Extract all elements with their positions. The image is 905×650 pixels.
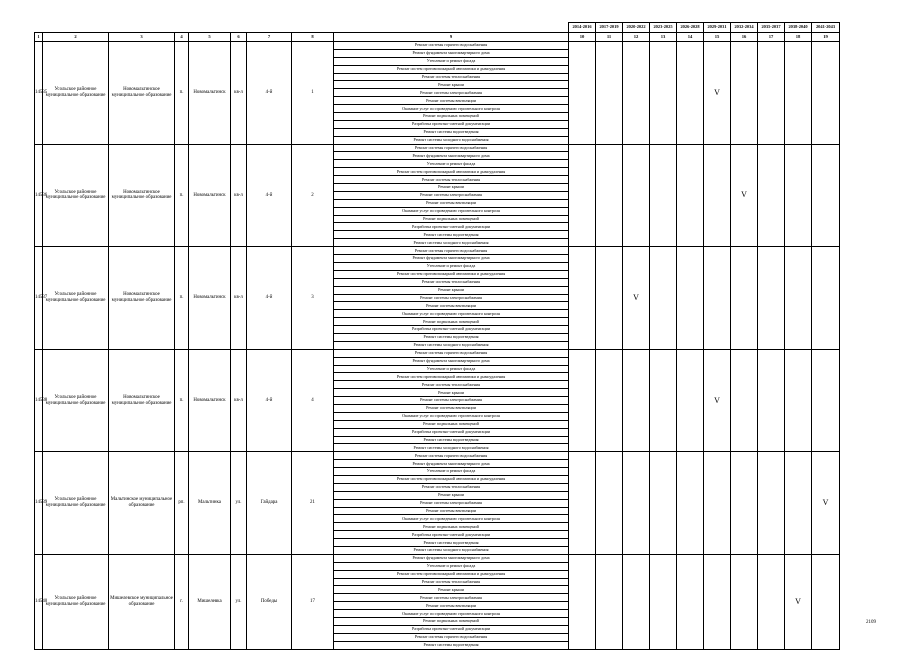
year-header-cell: 2014-2016 xyxy=(569,23,596,33)
period-cell xyxy=(596,42,623,145)
period-cell xyxy=(623,554,650,649)
period-cell xyxy=(785,452,812,555)
period-cell xyxy=(731,247,758,350)
year-header-cell: 2017-2019 xyxy=(596,23,623,33)
building-id-cell: 14540 xyxy=(35,554,43,649)
settlement-type-cell: г. xyxy=(175,554,189,649)
column-number-cell: 6 xyxy=(231,33,247,42)
table-row xyxy=(35,452,840,460)
period-cell xyxy=(596,554,623,649)
street-cell: Победы xyxy=(247,554,292,649)
street-cell: 4-й xyxy=(247,247,292,350)
work-item-cell: Разработка проектно-сметной документации xyxy=(334,428,569,436)
header-spacer xyxy=(175,23,189,33)
street-cell: Гайдара xyxy=(247,452,292,555)
work-item-cell: Ремонт подвальных помещений xyxy=(334,523,569,531)
year-header-cell: 2032-2034 xyxy=(731,23,758,33)
period-cell xyxy=(569,452,596,555)
column-number-cell: 14 xyxy=(677,33,704,42)
district-cell: Усольское районное муниципальное образование xyxy=(43,144,109,247)
settlement-cell: Новомальтинское муниципальное образование xyxy=(109,349,175,452)
house-cell: 1 xyxy=(292,42,334,145)
page-number: 2109 xyxy=(866,620,876,625)
column-number-cell: 15 xyxy=(704,33,731,42)
period-mark: V xyxy=(731,144,758,247)
work-item-cell: Ремонт крыши xyxy=(334,491,569,499)
column-number-cell: 11 xyxy=(596,33,623,42)
work-item-cell: Ремонт систем противопожарной автоматики и дымоудаления xyxy=(334,570,569,578)
work-item-cell: Оказание услуг по проведению строительного контроля xyxy=(334,310,569,318)
period-cell xyxy=(785,247,812,350)
street-type-cell: ул. xyxy=(231,554,247,649)
year-header-cell: 2020-2022 xyxy=(623,23,650,33)
locality-cell: Новомальтинск xyxy=(189,42,231,145)
work-item-cell: Ремонт системы теплоснабжения xyxy=(334,483,569,491)
period-cell xyxy=(785,349,812,452)
house-cell: 4 xyxy=(292,349,334,452)
period-cell xyxy=(650,349,677,452)
work-item-cell: Ремонт системы электроснабжения xyxy=(334,594,569,602)
work-item-cell: Ремонт системы электроснабжения xyxy=(334,191,569,199)
work-item-cell: Ремонт системы холодного водоснабжения xyxy=(334,444,569,452)
period-cell xyxy=(758,349,785,452)
period-cell xyxy=(650,554,677,649)
period-cell xyxy=(650,42,677,145)
work-item-cell: Ремонт системы горячего водоснабжения xyxy=(334,42,569,50)
repair-schedule-table xyxy=(34,22,840,650)
work-item-cell: Ремонт системы водоотведения xyxy=(334,231,569,239)
street-cell: 4-й xyxy=(247,349,292,452)
period-cell xyxy=(677,554,704,649)
settlement-type-cell: рп. xyxy=(175,452,189,555)
period-cell xyxy=(677,349,704,452)
work-item-cell: Ремонт системы теплоснабжения xyxy=(334,578,569,586)
work-item-cell: Ремонт подвальных помещений xyxy=(334,215,569,223)
work-item-cell: Ремонт системы вентиляции xyxy=(334,97,569,105)
building-id-cell: 14536 xyxy=(35,144,43,247)
header-spacer xyxy=(231,23,247,33)
period-cell xyxy=(758,452,785,555)
work-item-cell: Оказание услуг по проведению строительного контроля xyxy=(334,105,569,113)
period-cell xyxy=(731,349,758,452)
district-cell: Усольское районное муниципальное образование xyxy=(43,247,109,350)
header-spacer xyxy=(189,23,231,33)
district-cell: Усольское районное муниципальное образование xyxy=(43,349,109,452)
period-cell xyxy=(650,247,677,350)
work-item-cell: Ремонт системы водоотведения xyxy=(334,436,569,444)
street-type-cell: ул. xyxy=(231,452,247,555)
period-cell xyxy=(677,42,704,145)
period-cell xyxy=(758,144,785,247)
period-cell xyxy=(812,42,840,145)
year-header-row xyxy=(35,23,840,33)
column-number-cell: 7 xyxy=(247,33,292,42)
work-item-cell: Ремонт системы теплоснабжения xyxy=(334,73,569,81)
building-id-cell: 14538 xyxy=(35,349,43,452)
work-item-cell: Ремонт системы теплоснабжения xyxy=(334,176,569,184)
work-item-cell: Ремонт подвальных помещений xyxy=(334,318,569,326)
settlement-cell: Мишелевское муниципальное образование xyxy=(109,554,175,649)
period-cell xyxy=(731,452,758,555)
period-cell xyxy=(569,554,596,649)
work-item-cell: Ремонт системы электроснабжения xyxy=(334,89,569,97)
period-cell xyxy=(758,247,785,350)
street-cell: 4-й xyxy=(247,42,292,145)
period-cell xyxy=(785,144,812,247)
column-number-cell: 13 xyxy=(650,33,677,42)
work-item-cell: Ремонт системы вентиляции xyxy=(334,602,569,610)
locality-cell: Новомальтинск xyxy=(189,247,231,350)
column-number-cell: 18 xyxy=(785,33,812,42)
settlement-type-cell: п. xyxy=(175,144,189,247)
period-cell xyxy=(623,42,650,145)
period-cell xyxy=(731,42,758,145)
work-item-cell: Разработка проектно-сметной документации xyxy=(334,326,569,334)
period-cell xyxy=(569,42,596,145)
period-cell xyxy=(812,554,840,649)
column-number-cell: 9 xyxy=(334,33,569,42)
table-row xyxy=(35,42,840,50)
header-spacer xyxy=(292,23,334,33)
locality-cell: Новомальтинск xyxy=(189,349,231,452)
column-number-row xyxy=(35,33,840,42)
work-item-cell: Ремонт системы водоотведения xyxy=(334,333,569,341)
work-item-cell: Ремонт систем противопожарной автоматики и дымоудаления xyxy=(334,270,569,278)
settlement-type-cell: п. xyxy=(175,247,189,350)
period-cell xyxy=(812,144,840,247)
period-cell xyxy=(704,452,731,555)
work-item-cell: Ремонт подвальных помещений xyxy=(334,618,569,626)
column-number-cell: 17 xyxy=(758,33,785,42)
work-item-cell: Ремонт системы горячего водоснабжения xyxy=(334,349,569,357)
column-number-cell: 19 xyxy=(812,33,840,42)
column-number-cell: 10 xyxy=(569,33,596,42)
table-row xyxy=(35,247,840,255)
street-type-cell: кв-л xyxy=(231,247,247,350)
work-item-cell: Ремонт системы холодного водоснабжения xyxy=(334,547,569,555)
locality-cell: Мишелевка xyxy=(189,554,231,649)
work-item-cell: Ремонт системы холодного водоснабжения xyxy=(334,136,569,144)
work-item-cell: Ремонт системы теплоснабжения xyxy=(334,381,569,389)
header-spacer xyxy=(334,23,569,33)
work-item-cell: Ремонт системы горячего водоснабжения xyxy=(334,633,569,641)
period-cell xyxy=(812,247,840,350)
work-item-cell: Разработка проектно-сметной документации xyxy=(334,531,569,539)
period-cell xyxy=(731,554,758,649)
work-item-cell: Ремонт системы горячего водоснабжения xyxy=(334,247,569,255)
table-row xyxy=(35,144,840,152)
locality-cell: Новомальтинск xyxy=(189,144,231,247)
work-item-cell: Ремонт крыши xyxy=(334,81,569,89)
year-header-cell: 2038-2040 xyxy=(785,23,812,33)
column-number-cell: 3 xyxy=(109,33,175,42)
work-item-cell: Ремонт фундамента многоквартирного дома xyxy=(334,554,569,562)
header-spacer xyxy=(109,23,175,33)
period-mark: V xyxy=(785,554,812,649)
period-cell xyxy=(623,349,650,452)
work-item-cell: Ремонт системы вентиляции xyxy=(334,404,569,412)
building-id-cell: 14537 xyxy=(35,247,43,350)
work-item-cell: Оказание услуг по проведению строительного контроля xyxy=(334,515,569,523)
year-header-cell: 2035-2037 xyxy=(758,23,785,33)
work-item-cell: Утепление и ремонт фасада xyxy=(334,262,569,270)
work-item-cell: Оказание услуг по проведению строительного контроля xyxy=(334,610,569,618)
building-id-cell: 14535 xyxy=(35,42,43,145)
house-cell: 3 xyxy=(292,247,334,350)
work-item-cell: Утепление и ремонт фасада xyxy=(334,160,569,168)
period-cell xyxy=(569,144,596,247)
work-item-cell: Ремонт крыши xyxy=(334,286,569,294)
locality-cell: Мальтинка xyxy=(189,452,231,555)
work-item-cell: Ремонт системы вентиляции xyxy=(334,199,569,207)
period-cell xyxy=(677,247,704,350)
period-cell xyxy=(704,247,731,350)
work-item-cell: Ремонт фундамента многоквартирного дома xyxy=(334,255,569,263)
table-body xyxy=(35,23,840,650)
work-item-cell: Ремонт системы вентиляции xyxy=(334,302,569,310)
work-item-cell: Утепление и ремонт фасада xyxy=(334,468,569,476)
period-cell xyxy=(650,452,677,555)
period-cell xyxy=(704,144,731,247)
column-number-cell: 4 xyxy=(175,33,189,42)
work-item-cell: Утепление и ремонт фасада xyxy=(334,562,569,570)
work-item-cell: Ремонт фундамента многоквартирного дома xyxy=(334,49,569,57)
period-mark: V xyxy=(704,42,731,145)
work-item-cell: Ремонт систем противопожарной автоматики и дымоудаления xyxy=(334,168,569,176)
year-header-cell: 2041-2043 xyxy=(812,23,840,33)
district-cell: Усольское районное муниципальное образование xyxy=(43,42,109,145)
period-cell xyxy=(677,144,704,247)
work-item-cell: Разработка проектно-сметной документации xyxy=(334,223,569,231)
column-number-cell: 5 xyxy=(189,33,231,42)
period-cell xyxy=(650,144,677,247)
period-mark: V xyxy=(623,247,650,350)
work-item-cell: Ремонт системы горячего водоснабжения xyxy=(334,452,569,460)
work-item-cell: Разработка проектно-сметной документации xyxy=(334,625,569,633)
table-row xyxy=(35,349,840,357)
settlement-cell: Новомальтинское муниципальное образование xyxy=(109,42,175,145)
period-cell xyxy=(569,247,596,350)
building-id-cell: 14539 xyxy=(35,452,43,555)
header-spacer xyxy=(247,23,292,33)
period-cell xyxy=(596,452,623,555)
work-item-cell: Утепление и ремонт фасада xyxy=(334,365,569,373)
period-mark: V xyxy=(704,349,731,452)
period-cell xyxy=(758,554,785,649)
work-item-cell: Ремонт системы электроснабжения xyxy=(334,397,569,405)
work-item-cell: Утепление и ремонт фасада xyxy=(334,57,569,65)
period-cell xyxy=(569,349,596,452)
work-item-cell: Ремонт фундамента многоквартирного дома xyxy=(334,357,569,365)
settlement-cell: Мальтинское муниципальное образование xyxy=(109,452,175,555)
house-cell: 21 xyxy=(292,452,334,555)
header-spacer xyxy=(35,23,43,33)
settlement-cell: Новомальтинское муниципальное образование xyxy=(109,247,175,350)
period-cell xyxy=(758,42,785,145)
work-item-cell: Ремонт системы электроснабжения xyxy=(334,499,569,507)
work-item-cell: Ремонт подвальных помещений xyxy=(334,420,569,428)
district-cell: Усольское районное муниципальное образование xyxy=(43,554,109,649)
settlement-type-cell: п. xyxy=(175,42,189,145)
work-item-cell: Ремонт системы водоотведения xyxy=(334,641,569,649)
house-cell: 2 xyxy=(292,144,334,247)
period-cell xyxy=(596,144,623,247)
column-number-cell: 8 xyxy=(292,33,334,42)
work-item-cell: Оказание услуг по проведению строительного контроля xyxy=(334,412,569,420)
work-item-cell: Ремонт крыши xyxy=(334,389,569,397)
period-cell xyxy=(677,452,704,555)
table-row xyxy=(35,554,840,562)
column-number-cell: 1 xyxy=(35,33,43,42)
street-type-cell: кв-л xyxy=(231,42,247,145)
year-header-cell: 2026-2028 xyxy=(677,23,704,33)
work-item-cell: Ремонт систем противопожарной автоматики и дымоудаления xyxy=(334,475,569,483)
work-item-cell: Ремонт системы горячего водоснабжения xyxy=(334,144,569,152)
work-item-cell: Ремонт системы теплоснабжения xyxy=(334,278,569,286)
work-item-cell: Ремонт подвальных помещений xyxy=(334,113,569,121)
work-item-cell: Разработка проектно-сметной документации xyxy=(334,120,569,128)
work-item-cell: Ремонт системы вентиляции xyxy=(334,507,569,515)
year-header-cell: 2029-2031 xyxy=(704,23,731,33)
work-item-cell: Ремонт систем противопожарной автоматики и дымоудаления xyxy=(334,65,569,73)
district-cell: Усольское районное муниципальное образование xyxy=(43,452,109,555)
period-cell xyxy=(596,247,623,350)
work-item-cell: Ремонт системы водоотведения xyxy=(334,539,569,547)
settlement-cell: Новомальтинское муниципальное образование xyxy=(109,144,175,247)
work-item-cell: Ремонт систем противопожарной автоматики и дымоудаления xyxy=(334,373,569,381)
work-item-cell: Ремонт крыши xyxy=(334,184,569,192)
period-cell xyxy=(623,144,650,247)
header-spacer xyxy=(43,23,109,33)
work-item-cell: Ремонт системы электроснабжения xyxy=(334,294,569,302)
year-header-cell: 2023-2025 xyxy=(650,23,677,33)
column-number-cell: 16 xyxy=(731,33,758,42)
work-item-cell: Ремонт фундамента многоквартирного дома xyxy=(334,152,569,160)
street-type-cell: кв-л xyxy=(231,349,247,452)
settlement-type-cell: п. xyxy=(175,349,189,452)
period-mark: V xyxy=(812,452,840,555)
period-cell xyxy=(785,42,812,145)
work-item-cell: Ремонт системы водоотведения xyxy=(334,128,569,136)
house-cell: 17 xyxy=(292,554,334,649)
work-item-cell: Ремонт системы холодного водоснабжения xyxy=(334,239,569,247)
street-type-cell: кв-л xyxy=(231,144,247,247)
period-cell xyxy=(623,452,650,555)
work-item-cell: Оказание услуг по проведению строительного контроля xyxy=(334,207,569,215)
period-cell xyxy=(812,349,840,452)
work-item-cell: Ремонт крыши xyxy=(334,586,569,594)
street-cell: 4-й xyxy=(247,144,292,247)
work-item-cell: Ремонт системы холодного водоснабжения xyxy=(334,341,569,349)
period-cell xyxy=(704,554,731,649)
column-number-cell: 2 xyxy=(43,33,109,42)
work-item-cell: Ремонт фундамента многоквартирного дома xyxy=(334,460,569,468)
column-number-cell: 12 xyxy=(623,33,650,42)
period-cell xyxy=(596,349,623,452)
